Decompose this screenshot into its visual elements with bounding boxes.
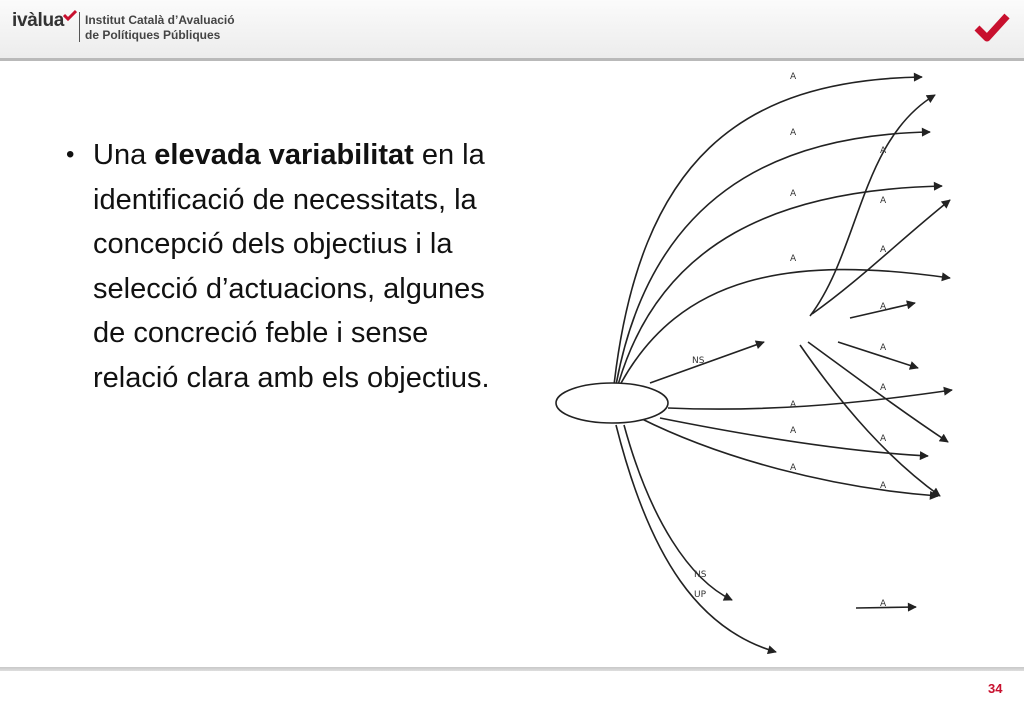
arrow-label: A xyxy=(880,302,887,312)
logo-divider xyxy=(79,12,80,42)
diagram-arrow xyxy=(624,425,732,600)
footer-divider xyxy=(0,667,1024,671)
diagram-arrow xyxy=(618,186,942,385)
page-number: 34 xyxy=(988,681,1003,696)
arrow-label: A xyxy=(880,245,887,255)
diagram-arrow xyxy=(810,95,935,316)
bullet-text xyxy=(93,133,503,400)
arrow-label: A xyxy=(880,343,887,353)
arrow-label: A xyxy=(790,254,797,264)
arrow-label: A xyxy=(880,146,887,156)
diagram-arrow xyxy=(838,342,918,368)
diagram-arrow xyxy=(800,345,940,496)
origin-ellipse xyxy=(556,383,668,423)
arrow-label: A xyxy=(790,400,797,410)
org-name-line1: Institut Català d’Avaluació xyxy=(85,13,235,27)
bullet-text-rest: en la identificació de necessitats, la concepció dels objectius i la selecció d’actuacions, algunes de concreció feble i sense relació clara amb els objectius. xyxy=(93,139,490,394)
arrow-label: A xyxy=(790,426,797,436)
org-name-line2: de Polítiques Públiques xyxy=(85,28,221,42)
diagram-arrow xyxy=(660,418,928,456)
bullet-text-bold: elevada variabilitat xyxy=(154,139,414,171)
diagram-arrow xyxy=(808,342,948,442)
bullet-text-lead: Una xyxy=(93,139,155,171)
diagram-arrow xyxy=(668,390,952,409)
arrow-label: A xyxy=(880,481,887,491)
arrow-label: A xyxy=(790,463,797,473)
bullet-dot-icon: • xyxy=(66,141,75,168)
diagram-arrow xyxy=(614,77,922,385)
logo-check-icon xyxy=(63,9,77,21)
arrow-label: NS xyxy=(694,570,707,580)
header-bar xyxy=(0,0,1024,61)
diagram-arrow xyxy=(650,342,764,383)
arrow-label: A xyxy=(880,383,887,393)
arrow-label: A xyxy=(880,599,887,609)
arrow-label: NS xyxy=(692,356,705,366)
diagram-arrow xyxy=(812,200,950,314)
arrow-label: UP xyxy=(694,590,707,600)
arrow-label: A xyxy=(880,434,887,444)
checkmark-logo-icon xyxy=(974,10,1010,44)
diagram-arrow xyxy=(616,425,776,652)
arrow-label: A xyxy=(880,196,887,206)
arrow-label: A xyxy=(790,189,797,199)
ivalua-logo-text: ivàlua xyxy=(12,10,65,31)
arrow-diagram xyxy=(550,55,970,660)
arrow-label: A xyxy=(790,72,797,82)
arrow-label: A xyxy=(790,128,797,138)
